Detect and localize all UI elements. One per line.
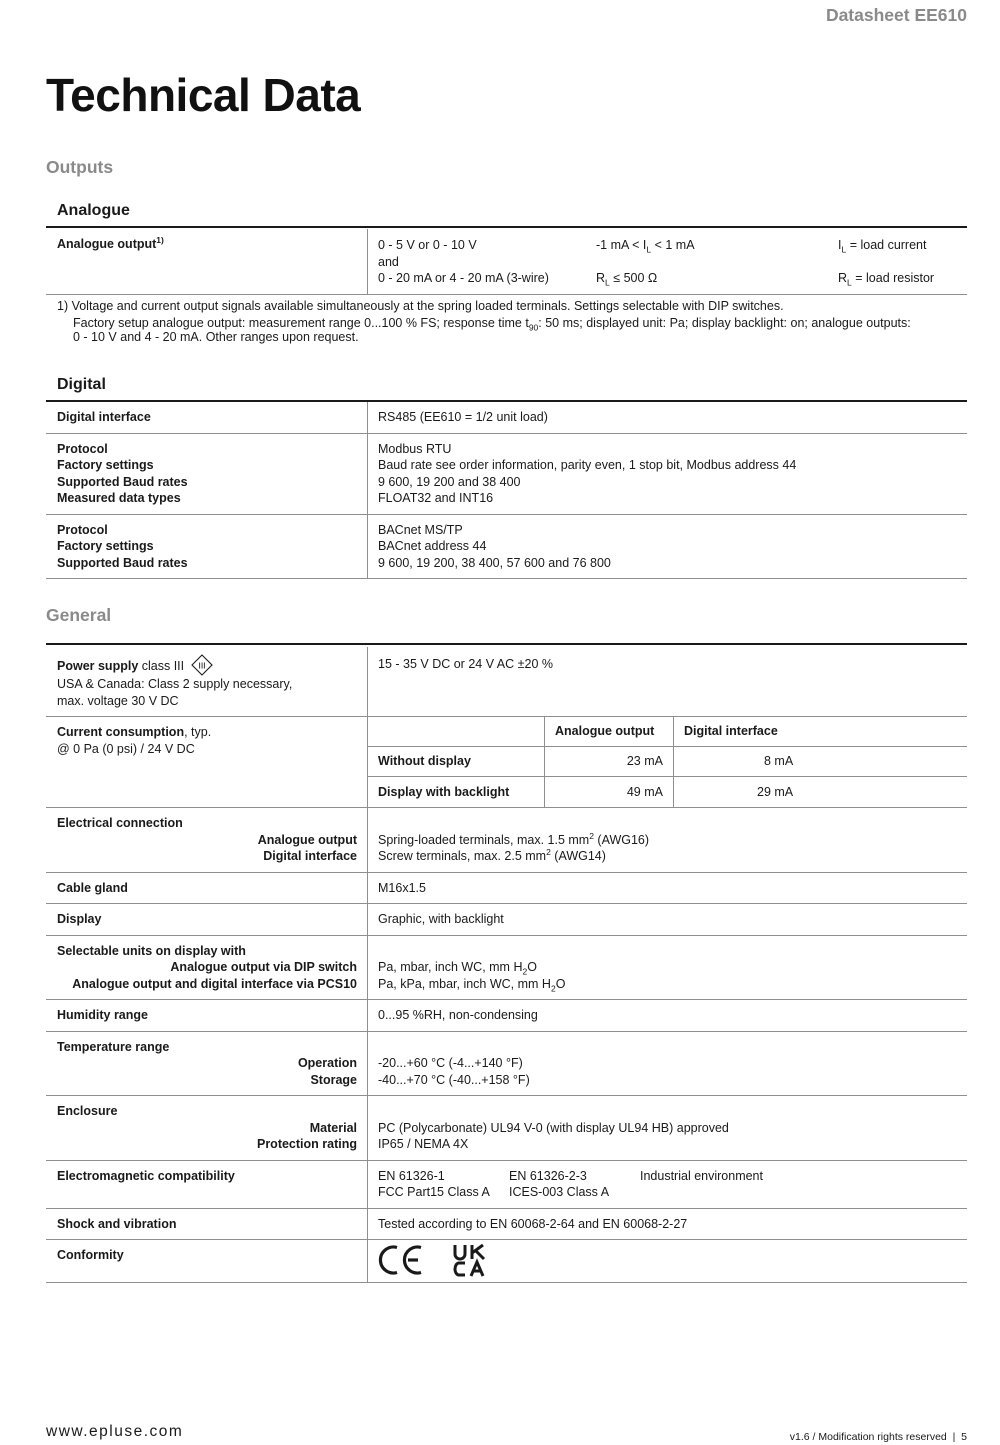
enclosure-label: Enclosure Material Protection rating bbox=[57, 1104, 357, 1151]
enclosure-value: PC (Polycarbonate) UL94 V-0 (with display UL94 HB) approved IP65 / NEMA 4X bbox=[367, 1096, 967, 1160]
cable-gland-label: Cable gland bbox=[57, 880, 128, 895]
ukca-mark-icon bbox=[452, 1243, 488, 1277]
analogue-output-value bbox=[367, 229, 967, 294]
table-row bbox=[46, 904, 967, 936]
table-row bbox=[46, 873, 967, 905]
table-row bbox=[46, 434, 967, 515]
temperature-range-label: Temperature range Operation Storage bbox=[57, 1039, 357, 1087]
analogue-table bbox=[46, 226, 967, 295]
emc-label: Electromagnetic compatibility bbox=[57, 1168, 235, 1183]
display-label: Display bbox=[57, 912, 102, 926]
column-header-analogue: Analogue output bbox=[544, 717, 673, 746]
power-supply-label: Power supply class III III USA & Canada: Class 2 supply necessary, max. voltage 30 V DC bbox=[46, 654, 367, 709]
analogue-output-label: Analogue output$^{1)}$ bbox=[57, 234, 164, 251]
subsection-title-digital: Digital bbox=[57, 376, 106, 393]
electrical-connection-value: Spring-loaded terminals, max. 1.5 $mm^2$ (AWG16) Screw terminals, max. 2.5 $mm^2$ (AWG14) bbox=[367, 808, 967, 872]
humidity-range-label: Humidity range bbox=[57, 1008, 148, 1022]
table-row bbox=[46, 1000, 967, 1032]
table-row bbox=[46, 936, 967, 1001]
table-row bbox=[46, 228, 967, 295]
table-row bbox=[46, 1032, 967, 1097]
table-row bbox=[46, 808, 967, 873]
analogue-output-limits: -1 mA < $I_L < 1$ mA $R_L \le 500$ Ω bbox=[596, 238, 695, 288]
humidity-range-value: 0...95 %RH, non-condensing bbox=[367, 1000, 967, 1031]
footer-website: www.epluse.com bbox=[46, 1423, 184, 1440]
footer-version: v1.6 / Modification rights reserved | 5 bbox=[789, 1431, 967, 1443]
selectable-units-value: Pa, mbar, inch WC, mm $H_2O$ Pa, kPa, mbar, inch WC, mm $H_2O$ bbox=[367, 936, 967, 1000]
table-row bbox=[46, 1161, 967, 1209]
selectable-units-label: Selectable units on display with Analogue output via DIP switch Analogue output and digital interface via PCS10 bbox=[57, 943, 357, 991]
page-title: Technical Data bbox=[46, 69, 361, 121]
shock-vibration-label: Shock and vibration bbox=[57, 1216, 177, 1231]
table-row bbox=[46, 1240, 967, 1283]
table-row: Without display 23 mA 8 mA bbox=[368, 747, 967, 777]
section-title-outputs: Outputs bbox=[46, 157, 114, 177]
document-header: Datasheet EE610 bbox=[825, 5, 967, 25]
current-consumption-table bbox=[367, 717, 967, 807]
digital-interface-value: RS485 (EE610 = 1/2 unit load) bbox=[367, 402, 967, 433]
ce-mark-icon bbox=[378, 1244, 424, 1276]
table-row bbox=[46, 1209, 967, 1241]
class-iii-symbol-icon bbox=[191, 654, 213, 676]
digital-table bbox=[46, 400, 967, 579]
conformity-label: Conformity bbox=[57, 1248, 124, 1262]
shock-vibration-value: Tested according to EN 60068-2-64 and EN 60068-2-27 bbox=[367, 1209, 967, 1240]
subsection-title-analogue: Analogue bbox=[57, 202, 130, 219]
emc-value: EN 61326-1 EN 61326-2-3 Industrial environment FCC Part15 Class A ICES-003 Class A bbox=[367, 1161, 967, 1208]
temperature-range-value: -20...+60 °C (-4...+140 °F) -40...+70 °C (-40...+158 °F) bbox=[367, 1032, 967, 1096]
display-value: Graphic, with backlight bbox=[367, 904, 967, 935]
electrical-connection-label: Electrical connection Analogue output Digital interface bbox=[57, 816, 357, 863]
table-row bbox=[46, 645, 967, 717]
table-header-row bbox=[368, 717, 967, 747]
analogue-output-legend: $I_L$ = load current $R_L$ = load resistor bbox=[838, 238, 935, 288]
table-row bbox=[46, 1096, 967, 1161]
table-row bbox=[46, 515, 967, 580]
modbus-values: Modbus RTU Baud rate see order information, parity even, 1 stop bit, Modbus address 44 9 600, 19 200 and 38 400 FLOAT32 and INT16 bbox=[367, 434, 967, 514]
svg-text:III: III bbox=[198, 660, 206, 671]
conformity-value bbox=[367, 1240, 967, 1282]
table-row bbox=[46, 717, 967, 808]
general-table bbox=[46, 643, 967, 1283]
digital-interface-label: Digital interface bbox=[57, 410, 151, 424]
modbus-labels: Protocol Factory settings Supported Baud rates Measured data types bbox=[57, 441, 188, 505]
column-header-digital: Digital interface bbox=[673, 717, 967, 746]
current-consumption-label: Current consumption, typ. @ 0 Pa (0 psi) / 24 V DC bbox=[57, 725, 212, 756]
bacnet-values: BACnet MS/TP BACnet address 44 9 600, 19 200, 38 400, 57 600 and 76 800 bbox=[367, 515, 967, 579]
bacnet-labels: Protocol Factory settings Supported Baud rates bbox=[57, 522, 188, 570]
analogue-output-signals: 0 - 5 V or 0 - 10 V and 0 - 20 mA or 4 - 20 mA (3-wire) bbox=[378, 238, 549, 285]
table-row bbox=[46, 402, 967, 434]
cable-gland-value: M16x1.5 bbox=[367, 873, 967, 904]
power-supply-value: 15 - 35 V DC or 24 V AC ±20 % bbox=[367, 647, 967, 716]
section-title-general: General bbox=[46, 605, 112, 625]
analogue-footnote: 1) Voltage and current output signals available simultaneously at the spring loaded terminals. Settings selectable with DIP switches. Factory setup analogue output: measurement range 0...100 % FS; response time $t_{90}$: 50 ms; displayed unit: Pa; display backlight: on; analogue outputs: 0 - 10 V and 4 - 20 mA. Other ranges upon request. bbox=[57, 299, 911, 344]
table-row: Display with backlight 49 mA 29 mA bbox=[368, 777, 967, 807]
